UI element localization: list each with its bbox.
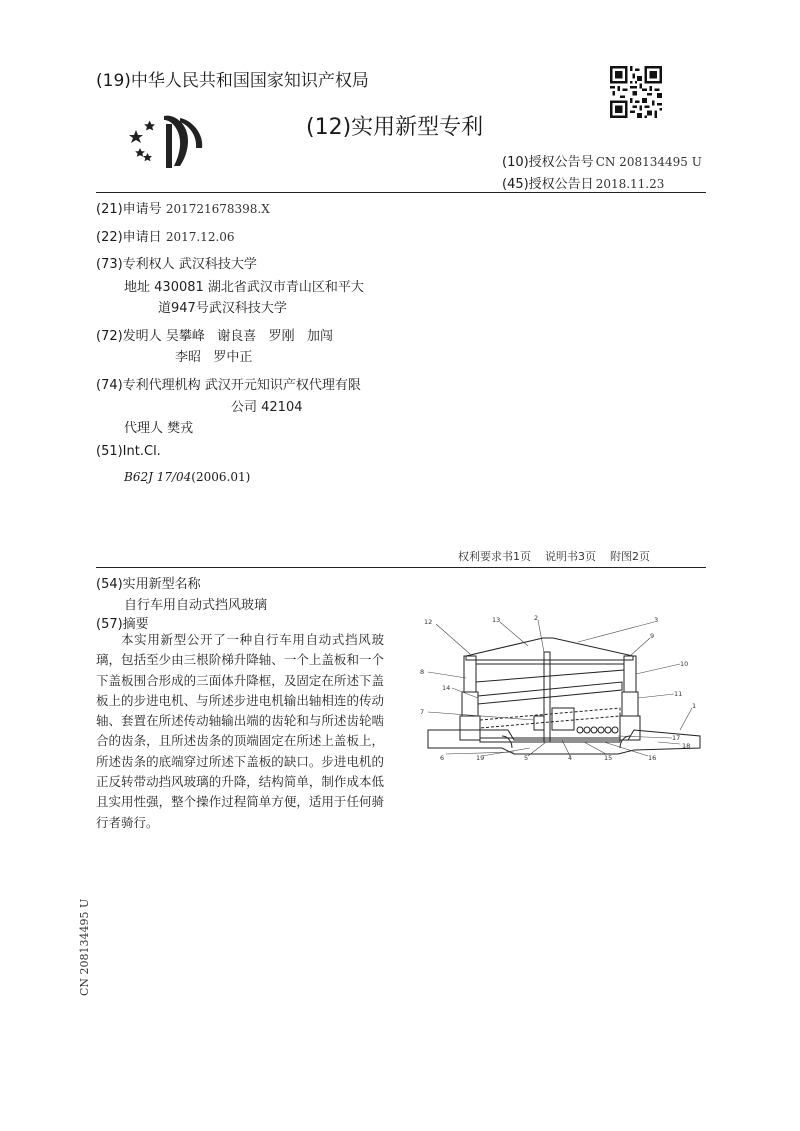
publication-number: CN 208134495 U [595,155,702,169]
figure-label: 11 [674,690,683,698]
figure-label: 17 [672,734,681,742]
address-line-1: 430081 湖北省武汉市青山区和平大 [154,280,364,295]
page-counts [458,548,664,564]
utility-model-title: 自行车用自动式挡风玻璃 [124,598,268,613]
application-number-label: (21)申请号 [96,202,162,217]
figure-label: 15 [604,754,613,762]
abstract-body [96,630,384,833]
inventors-line-2: 李昭 罗中正 [175,350,253,365]
publication-number-label: (10)授权公告号 [502,155,594,170]
figure-label: 3 [654,616,659,624]
ipc-row [124,466,250,485]
application-date-label: (22)申请日 [96,230,162,245]
ipc-label: (51)Int.Cl. [96,444,161,459]
drawings-pages: 附图2页 [610,550,650,563]
patentee-row [96,253,257,272]
figure-label: 9 [650,632,655,640]
publication-number-row [502,151,702,170]
agent-label: 代理人 [124,421,164,436]
address-label: 地址 [124,280,151,295]
patentee-label: (73)专利权人 [96,257,175,272]
lifting-shaft-left [460,656,480,740]
address-row [124,276,364,295]
section-rule [96,567,706,568]
description-pages: 说明书3页 [545,550,596,563]
application-number: 201721678398.X [165,202,270,216]
document-type-title: (12)实用新型专利 [306,115,484,140]
publication-date-row [502,173,664,192]
ipc-code: B62J 17/04 [124,470,192,484]
figure-label: 8 [420,668,425,676]
abstract-text: 本实用新型公开了一种自行车用自动式挡风玻璃，包括至少由三根阶梯升降轴、一个上盖板和一个下盖板围合形成的三面体升降框，及固定在所述下盖板上的步进电机、与所述步进电机输出轴相连的传动轴、套置在所述传动轴输出端的齿轮和与所述齿轮啮合的齿条，且所述齿条的顶端固定在所述上盖板上，所述齿条的底端穿过所述下盖板的缺口。步进电机的正反转带动挡风玻璃的升降，结构简单，制作成本低且实用性强，整个操作过程简单方便，适用于任何骑行者骑行。 [96,632,384,830]
figure-label: 7 [420,708,425,716]
stepper-motor [552,708,574,730]
figure-label: 14 [442,684,451,692]
qr-code-icon [610,66,662,118]
figure-label: 6 [440,754,445,762]
figure-label: 19 [476,754,485,762]
abstract-label: (57)摘要 [96,617,149,632]
agent: 樊戎 [167,421,194,436]
agent-row [124,417,193,436]
publication-date: 2018.11.23 [595,177,665,191]
header-rule [96,192,706,193]
issuing-office: (19)中华人民共和国国家知识产权局 [96,71,369,91]
figure-label: 16 [648,754,657,762]
gear-chain [577,727,618,733]
figure-label: 13 [492,616,501,624]
agency-line-2: 公司 42104 [231,400,303,415]
utility-model-title-label: (54)实用新型名称 [96,577,201,592]
agency-row [96,374,361,393]
inventors-label: (72)发明人 [96,329,162,344]
patent-drawing [418,612,708,762]
figure-label: 5 [524,754,529,762]
side-publication-number: CN 208134495 U [78,898,91,996]
ipc-version: (2006.01) [191,470,251,484]
inventors-row [96,325,333,344]
application-date-row [96,226,235,245]
patentee: 武汉科技大学 [178,257,257,272]
figure-label: 1 [692,702,697,710]
figure-label: 2 [534,614,539,622]
cnipa-emblem-icon [128,108,218,174]
figure-label: 4 [568,754,573,762]
inventors-line-1: 吴攀峰 谢良喜 罗刚 加闯 [165,329,334,344]
claims-pages: 权利要求书1页 [458,550,531,563]
figure-label: 18 [682,742,691,750]
address-line-2: 道947号武汉科技大学 [158,301,287,316]
lifting-shaft-right [620,656,640,740]
figure-label: 12 [424,618,433,626]
application-date: 2017.12.06 [165,230,235,244]
agency-line-1: 武汉开元知识产权代理有限 [204,378,361,393]
application-number-row [96,198,270,217]
publication-date-label: (45)授权公告日 [502,177,594,192]
figure-label: 10 [680,660,689,668]
agency-label: (74)专利代理机构 [96,378,201,393]
